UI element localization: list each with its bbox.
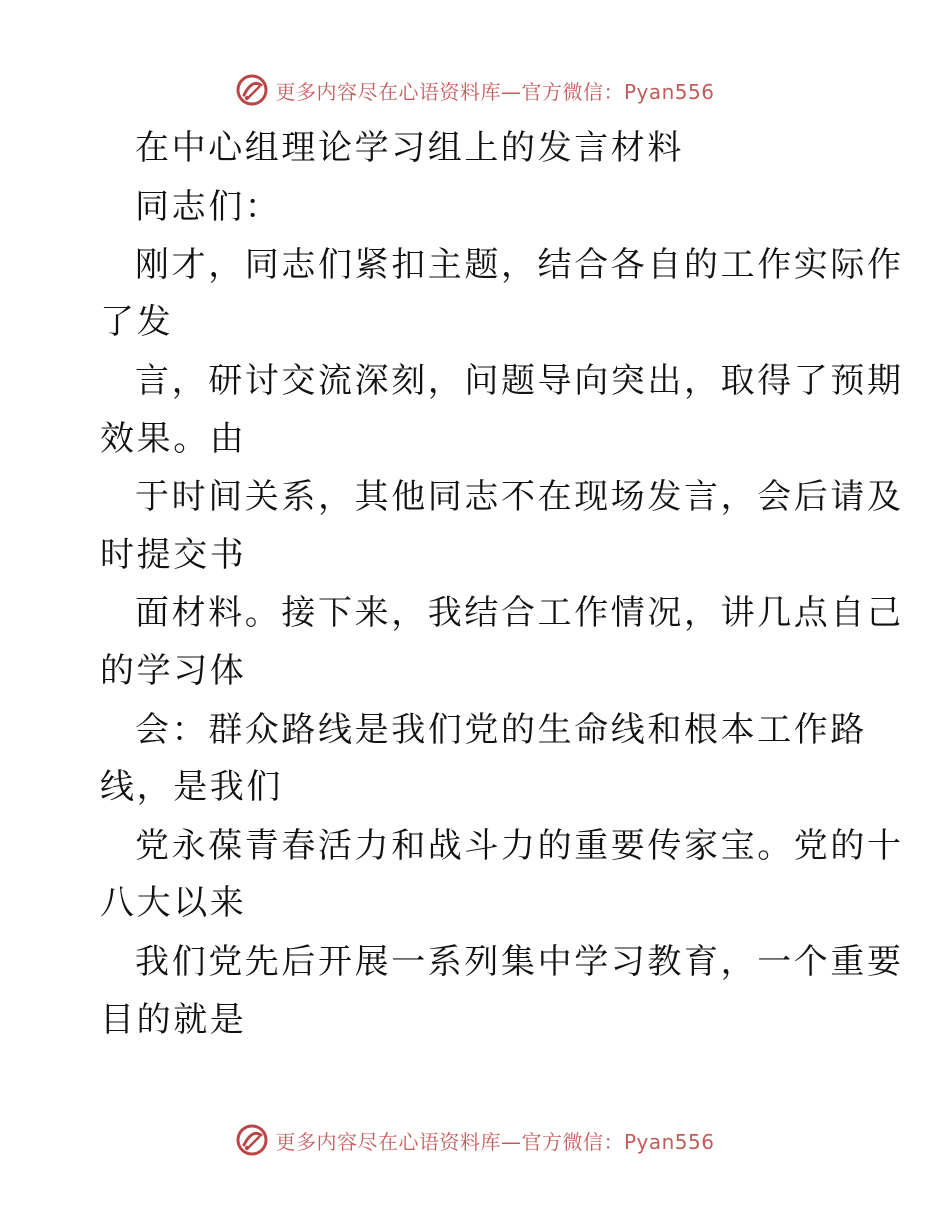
brand-logo-icon [235, 1123, 269, 1157]
document-line: 会：群众路线是我们党的生命线和根本工作路 [135, 710, 867, 750]
header-promo-text: 更多内容尽在心语资料库—官方微信：Pyan556 [275, 79, 715, 104]
document-line: 言，研讨交流深刻，问题导向突出，取得了预期 [135, 361, 904, 401]
document-line: 线，是我们 [100, 767, 283, 807]
document-line: 于时间关系，其他同志不在现场发言，会后请及 [135, 477, 904, 517]
document-line: 我们党先后开展一系列集中学习教育，一个重要 [135, 942, 904, 982]
document-line: 面材料。接下来，我结合工作情况，讲几点自己 [135, 593, 904, 633]
document-line: 同志们： [135, 187, 282, 227]
document-line: 了发 [100, 302, 174, 342]
document-line: 党永葆青春活力和战斗力的重要传家宝。党的十 [135, 826, 904, 866]
footer-watermark-banner [0, 1120, 950, 1160]
footer-promo-text: 更多内容尽在心语资料库—官方微信：Pyan556 [275, 1129, 715, 1154]
document-line: 时提交书 [100, 535, 247, 575]
document-line: 的学习体 [100, 651, 247, 691]
document-line: 目的就是 [100, 1000, 247, 1040]
document-line: 效果。由 [100, 419, 247, 459]
document-line: 八大以来 [100, 883, 247, 923]
document-line: 刚才，同志们紧扣主题，结合各自的工作实际作 [135, 245, 904, 285]
document-title: 在中心组理论学习组上的发言材料 [135, 128, 684, 168]
